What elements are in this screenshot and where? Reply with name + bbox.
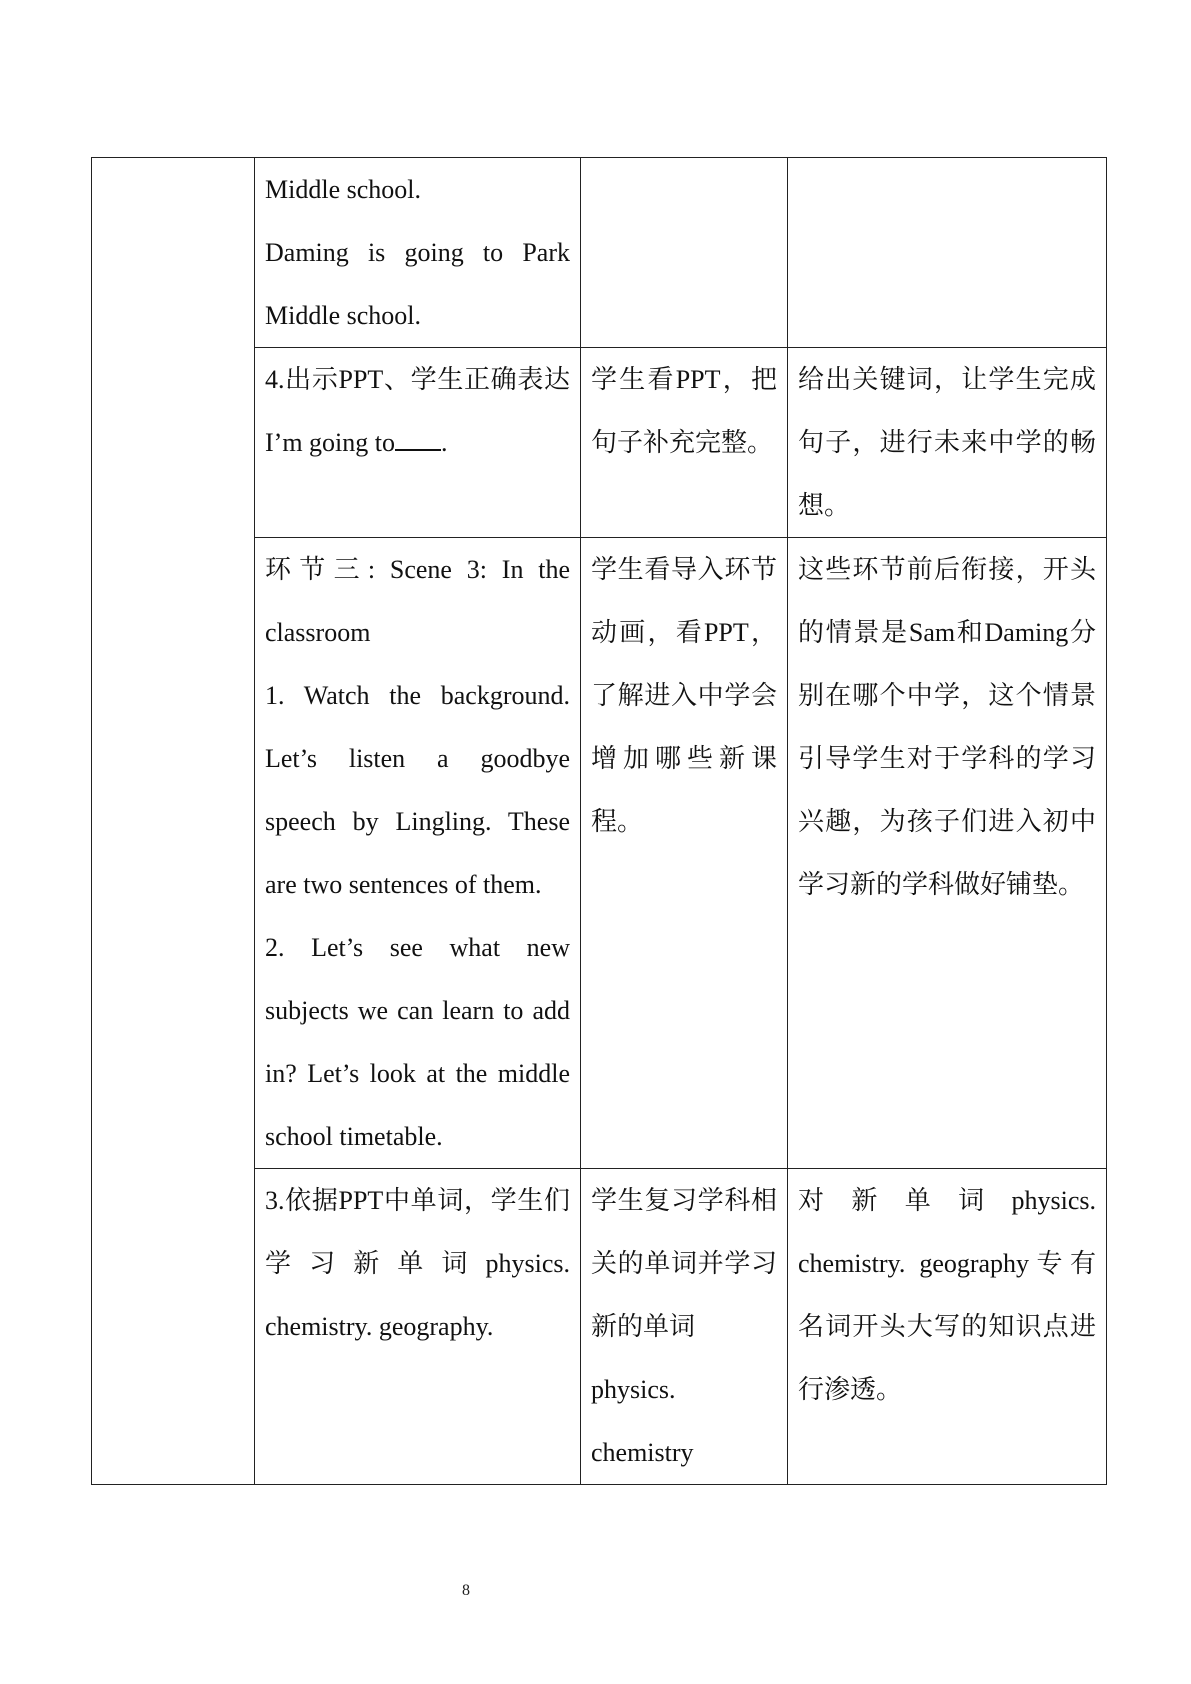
student-cell	[581, 348, 788, 538]
student-cell	[581, 158, 788, 348]
activity-cell	[255, 158, 581, 348]
activity-cell	[255, 538, 581, 1169]
student-text: 学生看PPT，把句子补充完整。	[591, 365, 777, 457]
activity-text	[265, 348, 570, 474]
purpose-text: 这些环节前后衔接，开头的情景是Sam和Daming分别在哪个中学，这个情景引导学生对于学科的学习兴趣，为孩子们进入初中学习新的学科做好铺垫。	[798, 555, 1096, 899]
activity-text: Middle school. Daming is going to Park Middle school.	[265, 175, 570, 330]
student-cell	[581, 538, 788, 1169]
purpose-cell	[788, 1169, 1107, 1485]
student-text: 学生看导入环节动画，看PPT，了解进入中学会增加哪些新课程。	[591, 555, 777, 836]
stage-cell	[92, 158, 255, 1485]
table-row	[92, 158, 1107, 348]
purpose-text: 给出关键词，让学生完成句子，进行未来中学的畅想。	[798, 365, 1096, 520]
purpose-text: 对新单词physics. chemistry. geography专有名词开头大写的知识点进行渗透。	[798, 1186, 1103, 1404]
activity-text-after-blank: .	[441, 428, 448, 457]
purpose-cell	[788, 538, 1107, 1169]
lesson-plan-table	[91, 157, 1107, 1485]
fill-in-blank	[395, 429, 441, 451]
purpose-cell	[788, 348, 1107, 538]
activity-cell	[255, 1169, 581, 1485]
page-number: 8	[462, 1582, 470, 1599]
purpose-cell	[788, 158, 1107, 348]
activity-text-before-blank: 4.出示PPT、学生正确表达I’m going to	[265, 365, 570, 457]
activity-cell	[255, 348, 581, 538]
student-cell	[581, 1169, 788, 1485]
activity-text: 3.依据PPT中单词，学生们学习新单词physics. chemistry. geography.	[265, 1186, 577, 1341]
activity-text: 环节三: Scene 3: In the classroom 1. Watch the background. Let’s listen a goodbye speech by Lingling. These are two sentences of them. 2. Let’s see what new subjects we can learn to add in? Let’s look at the middle school timetable.	[265, 555, 570, 1151]
student-text: 学生复习学科相关的单词并学习新的单词 physics. chemistry	[591, 1186, 777, 1467]
